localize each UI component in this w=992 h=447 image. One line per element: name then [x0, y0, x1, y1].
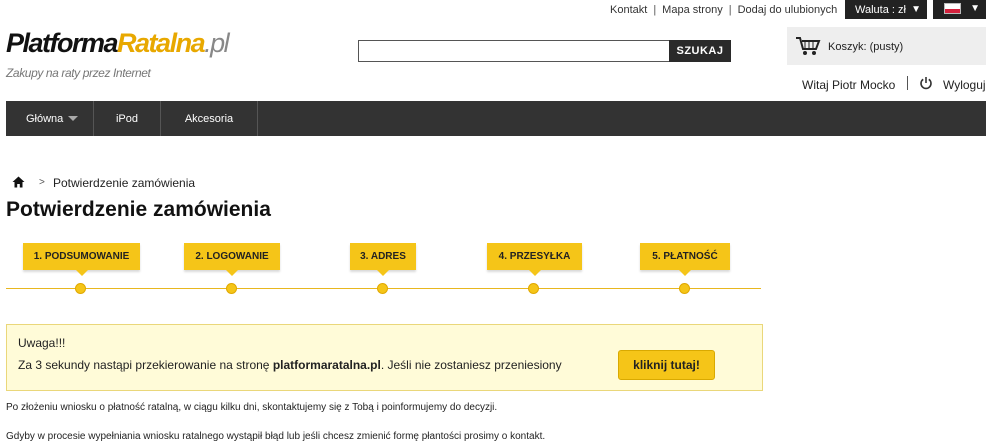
contact-link[interactable]: Kontakt [610, 4, 648, 16]
power-icon[interactable] [919, 76, 933, 90]
step-dot [377, 283, 388, 294]
alert-message-text: Za 3 sekundy nastąpi przekierowanie na stronę [18, 358, 273, 372]
alert-message [18, 358, 562, 372]
cart-icon [795, 36, 821, 56]
home-icon[interactable] [12, 176, 25, 188]
step-address: 3. ADRES [350, 243, 416, 270]
nav-item-label: Główna [26, 112, 64, 125]
cart-box[interactable] [787, 27, 986, 65]
chevron-down-icon: ▼ [911, 4, 921, 15]
info-text: Po złożeniu wniosku o płatność ratalną, w ciągu kilku dni, skontaktujemy się z Tobą i poinformujemy do decyzji. [6, 402, 498, 413]
logo-text: Platforma [6, 28, 118, 58]
sitemap-link[interactable]: Mapa strony [662, 4, 723, 16]
nav-item-label: Akcesoria [184, 112, 234, 125]
search-button[interactable]: SZUKAJ [669, 40, 731, 62]
add-to-favorites-link[interactable]: Dodaj do ulubionych [737, 4, 838, 16]
info-text: Gdyby w procesie wypełniania wniosku ratalnego wystąpił błąd lub jeśli chcesz zmienić formę płantości prosimy o kontakt. [6, 431, 546, 442]
redirect-alert [6, 324, 763, 391]
welcome-text: Witaj Piotr Mocko [802, 78, 896, 92]
currency-selector[interactable] [845, 0, 927, 19]
page-title: Potwierdzenie zamówienia [6, 198, 271, 221]
chevron-down-icon: ▼ [970, 3, 980, 14]
click-here-button[interactable]: kliknij tutaj! [618, 350, 715, 380]
site-logo[interactable] [6, 28, 228, 59]
logo-tld: .pl [204, 28, 229, 58]
alert-site-name: platformaratalna.pl [272, 358, 381, 372]
nav-item-accessories[interactable] [161, 101, 258, 136]
caret-down-icon [68, 116, 78, 121]
step-dot [226, 283, 237, 294]
alert-title: Uwaga!!! [18, 336, 66, 350]
currency-label: Waluta : zł [855, 3, 906, 16]
search-input[interactable] [358, 40, 670, 62]
cart-label: Koszyk: (pusty) [828, 41, 904, 53]
nav-item-ipod[interactable] [94, 101, 161, 136]
nav-item-label: iPod [115, 112, 139, 125]
step-shipping: 4. PRZESYŁKA [487, 243, 582, 270]
alert-message-text: . Jeśli nie zostaniesz przeniesiony [380, 358, 562, 372]
language-selector[interactable] [933, 0, 986, 19]
step-dot [679, 283, 690, 294]
logout-link[interactable]: Wyloguj [943, 78, 986, 92]
step-dot [528, 283, 539, 294]
breadcrumb-current: Potwierdzenie zamówienia [53, 176, 196, 190]
step-login: 2. LOGOWANIE [184, 243, 280, 270]
main-nav [6, 101, 986, 136]
step-dot [75, 283, 86, 294]
divider [907, 76, 908, 90]
top-link-separator: | [728, 4, 732, 16]
logo-text-accent: Ratalna [117, 28, 205, 58]
breadcrumb-separator: > [39, 177, 45, 188]
top-link-separator: | [653, 4, 657, 16]
poland-flag-icon [944, 3, 961, 14]
step-payment: 5. PŁATNOŚĆ [640, 243, 730, 270]
step-summary: 1. PODSUMOWANIE [23, 243, 140, 270]
top-links [604, 4, 843, 16]
nav-item-home[interactable] [6, 101, 94, 136]
site-tagline: Zakupy na raty przez Internet [6, 66, 151, 80]
